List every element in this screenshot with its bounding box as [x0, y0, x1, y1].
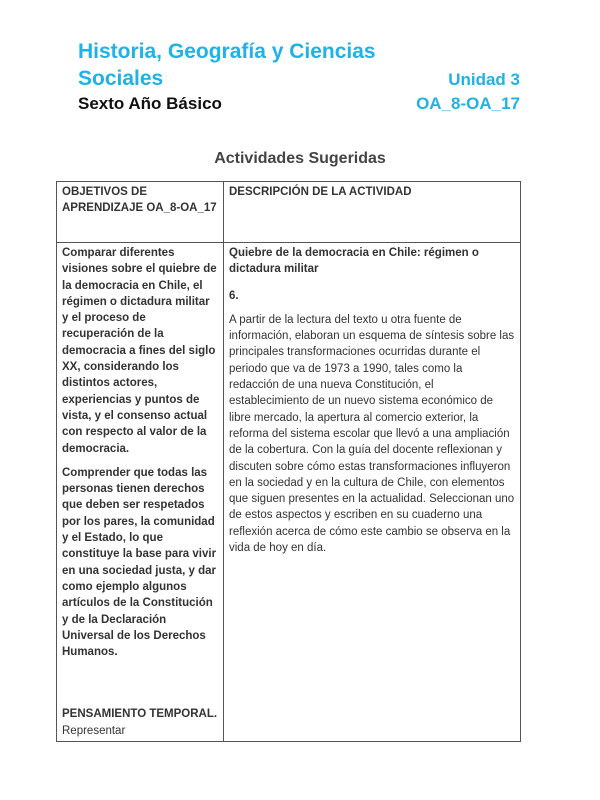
skill-label-bold: PENSAMIENTO TEMPORAL. — [62, 708, 218, 721]
objective-item: Comparar diferentes visiones sobre el quiebre de la democracia en Chile, el régimen o dictadura militar y el proceso de recuperación de la democracia a fines del siglo XX, considerando los distintos actores, experiencias y puntos de vista, y el consenso actual con respecto al valor de la democracia. — [62, 247, 217, 455]
grade-label: Sexto Año Básico — [78, 94, 222, 113]
activities-table — [56, 181, 521, 742]
description-header: DESCRIPCIÓN DE LA ACTIVIDAD — [224, 182, 521, 243]
activity-number: 6. — [229, 289, 239, 302]
section-title: Actividades Sugeridas — [214, 150, 386, 167]
subject-title-line2: Sociales — [78, 67, 164, 90]
objectives-cell — [57, 243, 224, 742]
objective-item: Comprender que todas las personas tienen derechos que deben ser respetados por los pares, la comunidad y el Estado, lo que constituye la base para vivir en una sociedad justa, y dar como ejemplo algunos artículos de la Constitución y de la Declaración Universal de los Derechos Humanos. — [62, 466, 217, 659]
description-cell — [224, 243, 521, 742]
activity-title: Quiebre de la democracia en Chile: régimen o dictadura militar — [229, 247, 479, 276]
objectives-list — [62, 245, 218, 660]
title-unit-row — [78, 65, 520, 93]
skill-label-text: Representar — [62, 724, 126, 737]
unit-label: Unidad 3 — [448, 70, 520, 89]
table-header-row — [57, 182, 521, 243]
skill-label — [62, 706, 218, 739]
table-row — [57, 243, 521, 742]
oa-code: OA_8-OA_17 — [416, 94, 520, 113]
document-header — [78, 38, 520, 115]
spacer — [62, 668, 218, 706]
objectives-header: OBJETIVOS DE APRENDIZAJE OA_8-OA_17 — [57, 182, 224, 243]
grade-oa-row — [78, 93, 520, 115]
activity-description: A partir de la lectura del texto u otra fuente de información, elaboran un esquema de síntesis sobre las principales transformaciones ocurridas durante el periodo que va de 1973 a 1990, tales como la redacción de una nueva Constitución, el establecimiento de un nuevo sistema económico de libre mercado, la apertura al comercio exterior, la reforma del sistema escolar que llevó a una ampliación de la cobertura. Con la guía del docente reflexionan y discuten sobre cómo estas transformaciones influyeron en la sociedad y en la cultura de Chile, con elementos que siguen presentes en la actualidad. Seleccionan uno de estos aspectos y escriben en su cuaderno una reflexión acerca de cómo este cambio se observa en la vida de hoy en día. — [229, 313, 515, 555]
subject-title-line1: Historia, Geografía y Ciencias — [78, 40, 376, 63]
